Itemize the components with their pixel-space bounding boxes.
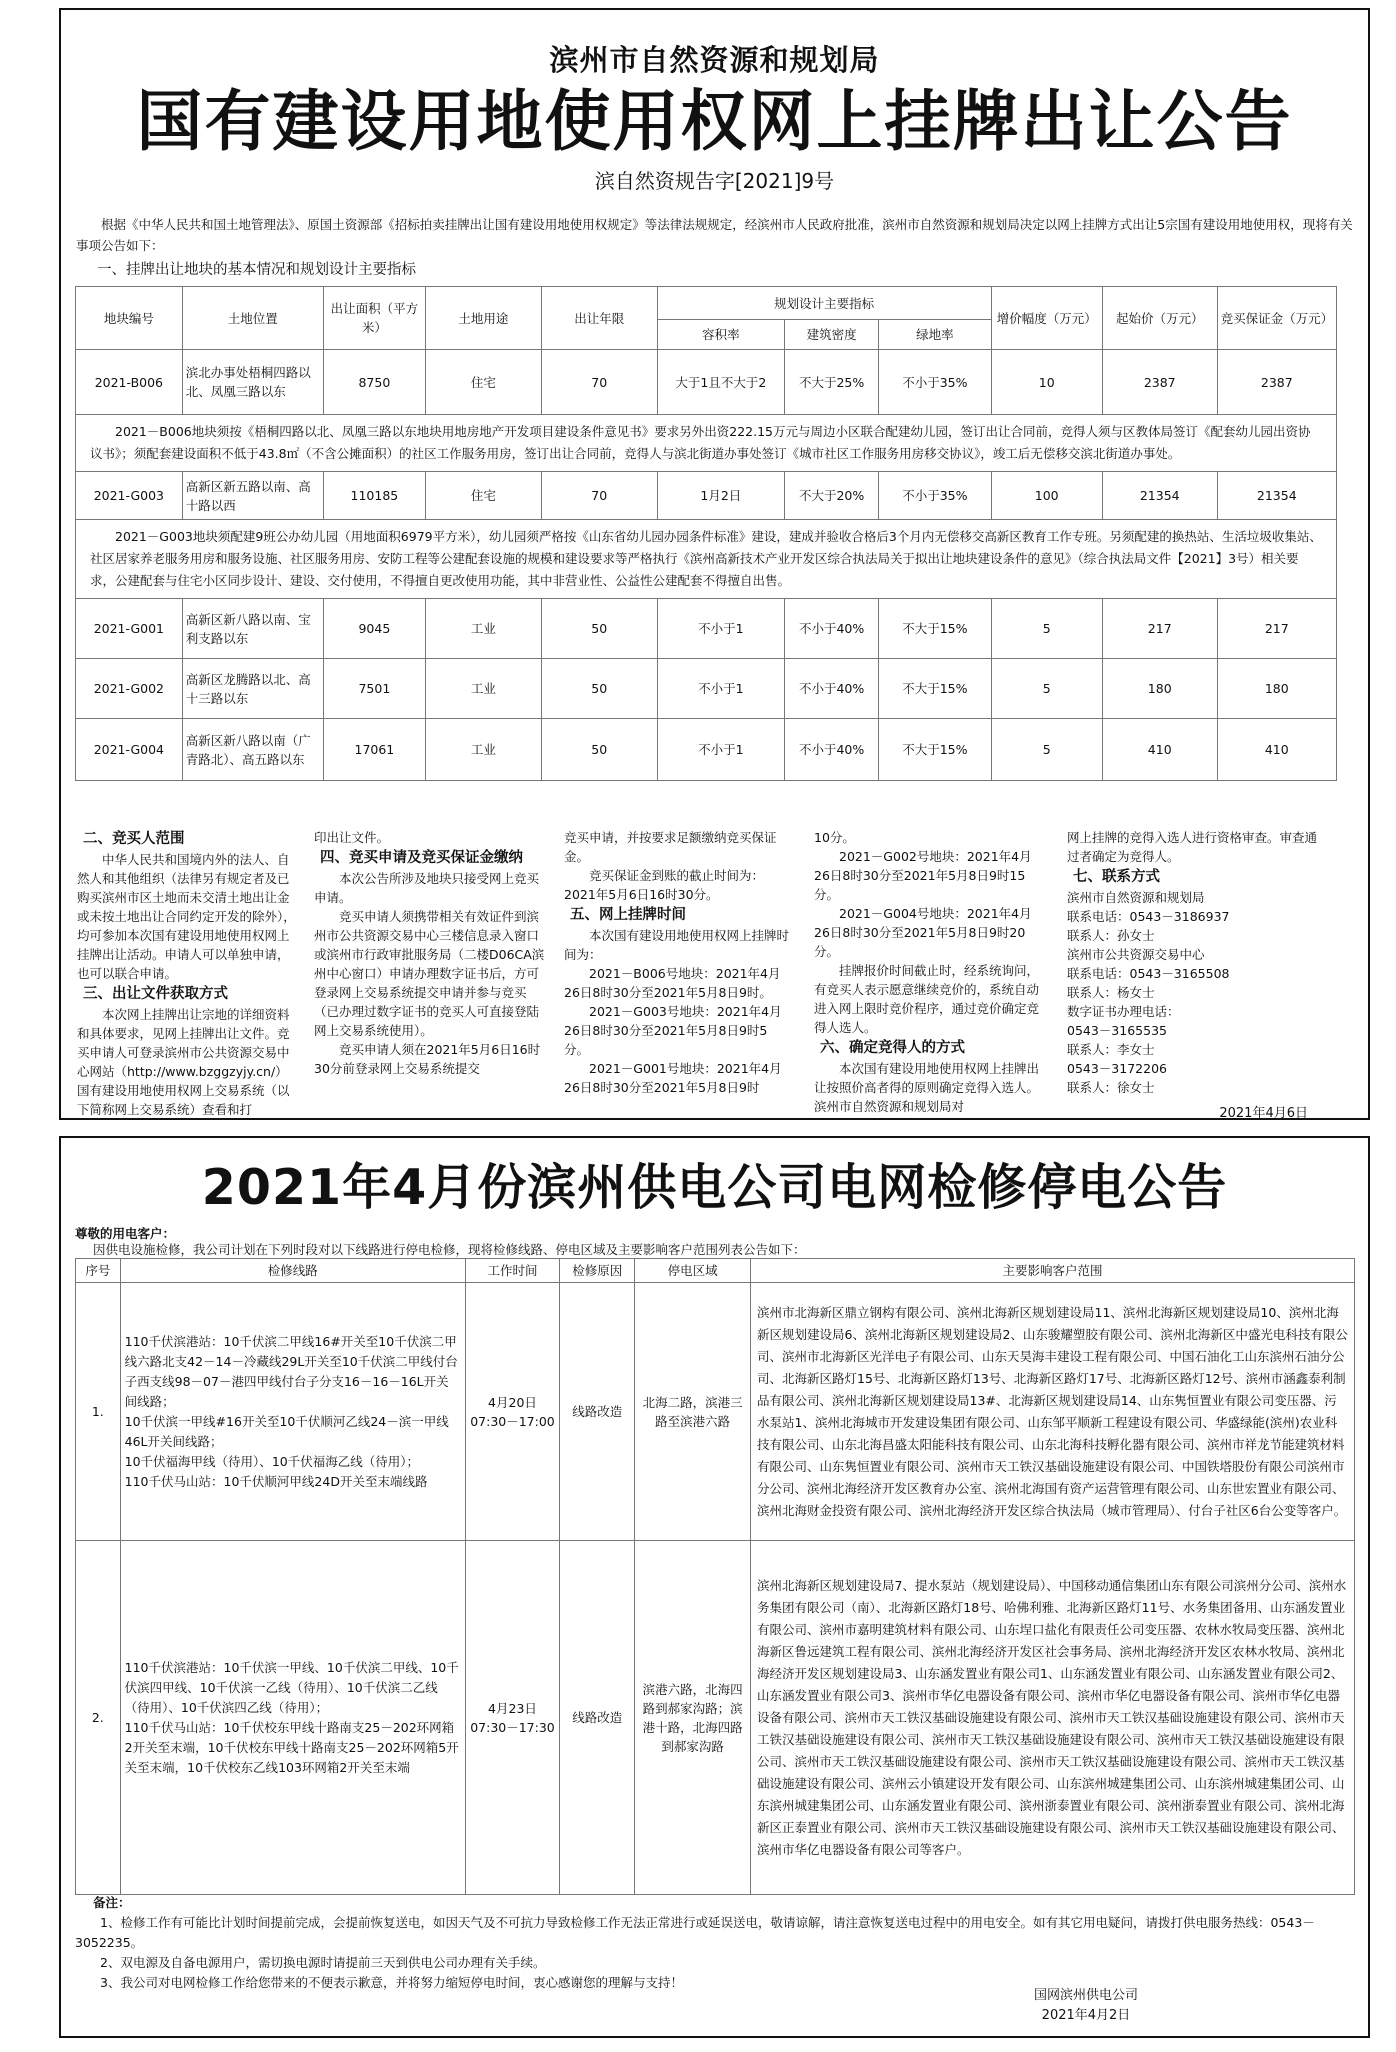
table-row: 2021-G001 高新区新八路以南、宝利支路以东 9045 工业 50 不小于1 不小于40% 不大于15% 5 217 217 bbox=[76, 599, 1337, 659]
notice-title: 国有建设用地使用权网上挂牌出让公告 bbox=[136, 83, 1293, 160]
parcel-note-b006: 2021－B006地块须按《梧桐四路以北、凤凰三路以东地块用地房地产开发项目建设条件意见书》要求另外出资222.15万元与周边小区联合配建幼儿园，签订出让合同前，竞得人须与区教体局签订《配套幼儿园出资协议书》；须配套建设面积不低于43.8㎡（不含公摊面积）的社区工作服务用房，签订出让合同前，竞得人与滨北街道办事处签订《城市社区工作服务用房移交协议》，竣工后无偿移交滨北街道办事处。 bbox=[76, 415, 1337, 472]
notes: 备注： 1、检修工作有可能比计划时间提前完成，会提前恢复送电，如因天气及不可抗力导致检修工作无法正常进行或延误送电，敬请谅解，请注意恢复送电过程中的用电安全。如有其它用电疑问，请拨打供电服务热线：0543－3052235。 2、双电源及自备电源用户，需切换电源时请提前三天到供电公司办理有关手续。 3、我公司对电网检修工作给您带来的不便表示歉意，并将努力缩短停电时间，衷心感谢您的理解与支持！ bbox=[75, 1893, 1345, 1993]
parcel-note-g003: 2021－G003地块须配建9班公办幼儿园（用地面积6979平方米），幼儿园须严格按《山东省幼儿园办园条件标准》建设，建成并验收合格后3个月内无偿移交高新区教育工作专班。另须配建的换热站、生活垃圾收集站、社区居家养老服务用房和服务设施、社区服务用房、安防工程等公建配套设施的规模和建设要求等严格执行《滨州高新技术产业开发区综合执法局关于拟出让地块建设条件的意见》（综合执法局文件【2021】3号）相关要求，公建配套与住宅小区同步设计、建设、交付使用，不得擅自更改使用功能，其中非营业性、公益性公建配套不得擅自出售。 bbox=[76, 520, 1337, 599]
header-planning: 规划设计主要指标 bbox=[657, 287, 991, 320]
column-3: 竞买申请，并按要求足额缴纳竞买保证金。 竞买保证金到账的截止时间为：2021年5月6日16时30分。 五、网上挂牌时间 本次国有建设用地使用权网上挂牌时间为： 2021－B006号地块：2021年4月26日8时30分至2021年5月8日9时。 2021－G003号地块：2021年4月26日8时30分至2021年5月8日9时5分。 2021－G001号地块：2021年4月26日8时30分至2021年5月8日9时 bbox=[564, 828, 792, 1098]
table-row: 2021-G004 高新区新八路以南（广青路北）、高五路以东 17061 工业 50 不小于1 不小于40% 不大于15% 5 410 410 bbox=[76, 719, 1337, 781]
document-number: 滨自然资规告字[2021]9号 bbox=[594, 169, 835, 193]
section-heading-6: 六、确定竞得人的方式 bbox=[820, 1040, 965, 1056]
notice-title: 2021年4月份滨州供电公司电网检修停电公告 bbox=[201, 1159, 1228, 1216]
header-reason: 检修原因 bbox=[560, 1259, 635, 1283]
section-heading-4: 四、竞买申请及竞买保证金缴纳 bbox=[320, 850, 523, 866]
column-4: 10分。 2021－G002号地块：2021年4月26日8时30分至2021年5月8日9时15分。 2021－G004号地块：2021年4月26日8时30分至2021年5月8日9时20分。 挂牌报价时间截止时，经系统询问，有竞买人表示愿意继续竞价的，系统自动进入网上限时竞价程序，通过竞价确定竞得人选人。 六、确定竞得人的方式 本次国有建设用地使用权网上挂牌出让按照价高者得的原则确定竞得入选人。滨州市自然资源和规划局对 bbox=[814, 828, 1044, 1098]
company-signature: 国网滨州供电公司 bbox=[1033, 1988, 1138, 2003]
signature-block bbox=[1034, 1986, 1138, 2026]
power-outage-notice bbox=[59, 1136, 1370, 2038]
header-area: 出让面积（平方米） bbox=[323, 287, 425, 350]
table-row: 2021-B006 滨北办事处梧桐四路以北、凤凰三路以东 8750 住宅 70 大于1且不大于2 不大于25% 不小于35% 10 2387 2387 bbox=[76, 350, 1337, 415]
notice-date: 2021年4月2日 bbox=[1041, 2008, 1131, 2023]
outage-table bbox=[75, 1258, 1355, 1895]
table-row: 2021-G003 高新区新五路以南、高十路以西 110185 住宅 70 1月2日 不大于20% 不小于35% 100 21354 21354 bbox=[76, 472, 1337, 520]
parcel-table bbox=[75, 286, 1337, 781]
section-heading-3: 三、出让文件获取方式 bbox=[83, 986, 228, 1002]
section-heading-2: 二、竞买人范围 bbox=[83, 831, 185, 847]
intro-paragraph: 因供电设施检修，我公司计划在下列时段对以下线路进行停电检修，现将检修线路、停电区域及主要影响客户范围列表公告如下： bbox=[93, 1242, 806, 1257]
header-increment: 增价幅度（万元） bbox=[991, 287, 1102, 350]
greeting: 尊敬的用电客户： bbox=[75, 1226, 176, 1241]
header-density: 建筑密度 bbox=[785, 320, 879, 350]
section-heading-1: 一、挂牌出让地块的基本情况和规划设计主要指标 bbox=[97, 262, 416, 278]
intro-paragraph: 根据《中华人民共和国土地管理法》、原国土资源部《招标拍卖挂牌出让国有建设用地使用权规定》等法律法规规定，经滨州市人民政府批准，滨州市自然资源和规划局决定以网上挂牌方式出让5宗国有建设用地使用权，现将有关事项公告如下： bbox=[76, 217, 1353, 253]
section-heading-5: 五、网上挂牌时间 bbox=[570, 907, 686, 923]
header-years: 出让年限 bbox=[541, 287, 657, 350]
column-1: 二、竞买人范围 中华人民共和国境内外的法人、自然人和其他组织（法律另有规定者及已购买滨州市区土地而未交清土地出让金或未按土地出让合同约定开发的除外），均可参加本次国有建设用地使用权网上挂牌出让活动。申请人可以单独申请，也可以联合申请。 三、出让文件获取方式 本次网上挂牌出让宗地的详细资料和具体要求，见网上挂牌出让文件。竞买申请人可登录滨州市公共资源交易中心网站（http://www.bzggzyjy.cn/）国有建设用地使用权网上交易系统（以下简称网上交易系统）查看和打 bbox=[77, 828, 299, 1098]
header-time: 工作时间 bbox=[465, 1259, 559, 1283]
header-code: 地块编号 bbox=[76, 287, 183, 350]
column-2: 印出让文件。 四、竞买申请及竞买保证金缴纳 本次公告所涉及地块只接受网上竞买申请。 竞买申请人须携带相关有效证件到滨州市公共资源交易中心三楼信息录入窗口或滨州市行政审批服务局（二楼D06CA滨州中心窗口）申请办理数字证书后，方可登录网上交易系统提交申请并参与竞买（已办理过数字证书的竞买人可直接登陆网上交易系统使用）。 竞买申请人须在2021年5月6日16时30分前登录网上交易系统提交 bbox=[314, 830, 545, 1076]
agency-name: 滨州市自然资源和规划局 bbox=[549, 43, 880, 77]
notes-title: 备注： bbox=[93, 1895, 131, 1910]
header-line: 检修线路 bbox=[120, 1259, 465, 1283]
land-auction-notice bbox=[59, 8, 1370, 1120]
header-use: 土地用途 bbox=[425, 287, 541, 350]
column-5: 网上挂牌的竞得入选人进行资格审查。审查通过者确定为竞得人。 七、联系方式 滨州市自然资源和规划局 联系电话：0543－3186937 联系人：孙女士 滨州市公共资源交易中心 联系电话：0543－3165508 联系人：杨女士 数字证书办理电话： 0543－3165535 联系人：李女士 0543－3172206 联系人：徐女士 bbox=[1067, 830, 1318, 1095]
header-scope: 主要影响客户范围 bbox=[751, 1259, 1355, 1283]
header-deposit: 竞买保证金（万元） bbox=[1217, 287, 1336, 350]
header-no: 序号 bbox=[76, 1259, 121, 1283]
table-row: 2021-G002 高新区龙腾路以北、高十三路以东 7501 工业 50 不小于1 不小于40% 不大于15% 5 180 180 bbox=[76, 659, 1337, 719]
table-row: 1. 110千伏滨港站：10千伏滨二甲线16#开关至10千伏滨二甲线六路北支42－14－冷藏线29L开关至10千伏滨二甲线付台子西支线98－07－港四甲线付台子分支16－16－16L开关间线路； 10千伏滨一甲线#16开关至10千伏顺河乙线24－滨一甲线46L开关间线路； 10千伏福海甲线（待用）、10千伏福海乙线（待用）； 110千伏马山站：10千伏顺河甲线24D开关至末端线路 4月20日 07:30－17:00 线路改造 北海二路，滨港三路至滨港六路 滨州市北海新区鼎立钢构有限公司、滨州北海新区规划建设局11、滨州北海新区规划建设局10、滨州北海新区规划建设局6、滨州北海新区规划建设局2、山东骏耀塑胶有限公司、滨州北海新区中盛光电科技有限公司、滨州市北海新区光洋电子有限公司、山东天昊海丰建设工程有限公司、中国石油化工山东滨州石油分公司、北海新区路灯15号、北海新区路灯13号、北海新区路灯17号、北海新区路灯12号、滨州市涵鑫泰利制品有限公司、滨州北海新区规划建设局13#、北海新区规划建设局14、山东隽恒置业有限公司变压器、污水泵站1、滨州北海城市开发建设集团有限公司、山东邹平顺新工程建设有限公司、华盛绿能(滨州)农业科技有限公司、山东北海昌盛太阳能科技有限公司、山东北海科技孵化器有限公司、滨州市祥龙节能建筑材料有限公司、山东隽恒置业有限公司、滨州市天工铁汉基础设施建设有限公司、中国铁塔股份有限公司滨州市分公司、滨州北海经济开发区教育办公室、滨州北海国有资产运营管理有限公司、山东世宏置业有限公司、滨州北海财金投资有限公司、滨州北海经济开发区综合执法局（城市管理局）、付台子社区6台公变等客户。 bbox=[76, 1283, 1355, 1541]
notice-date: 2021年4月6日 bbox=[1219, 1106, 1308, 1121]
header-region: 停电区域 bbox=[635, 1259, 751, 1283]
section-heading-7: 七、联系方式 bbox=[1073, 869, 1160, 885]
header-far: 容积率 bbox=[657, 320, 784, 350]
header-green: 绿地率 bbox=[879, 320, 991, 350]
header-location: 土地位置 bbox=[182, 287, 323, 350]
header-start-price: 起始价（万元） bbox=[1102, 287, 1217, 350]
table-row: 2. 110千伏滨港站：10千伏滨一甲线、10千伏滨二甲线、10千伏滨四甲线、10千伏滨一乙线（待用）、10千伏滨二乙线（待用）、10千伏滨四乙线（待用）； 110千伏马山站：10千伏校东甲线十路南支25－202环网箱2开关至末端，10千伏校东甲线十路南支25－202环网箱5开关至末端，10千伏校东乙线103环网箱2开关至末端 4月23日 07:30－17:30 线路改造 滨港六路，北海四路到郝家沟路；滨港十路，北海四路到郝家沟路 滨州北海新区规划建设局7、提水泵站（规划建设局）、中国移动通信集团山东有限公司滨州分公司、滨州水务集团有限公司（南）、北海新区路灯18号、哈佛利雅、北海新区路灯11号、水务集团备用、山东涵发置业有限公司、滨州市嘉明建筑材料有限公司、山东埕口盐化有限责任公司变压器、农林水牧局变压器、滨州北海新区鲁远建筑工程有限公司、滨州北海经济开发区社会事务局、滨州北海经济开发区农林水牧局、滨州北海经济开发区规划建设局3、山东涵发置业有限公司1、山东涵发置业有限公司、山东涵发置业有限公司2、山东涵发置业有限公司3、滨州市华亿电器设备有限公司、滨州市华亿电器设备有限公司、滨州市华亿电器设备有限公司、滨州市天工铁汉基础设施建设有限公司、滨州市天工铁汉基础设施建设有限公司、滨州市天工铁汉基础设施建设有限公司、滨州市天工铁汉基础设施建设有限公司、滨州市天工铁汉基础设施建设有限公司、滨州市天工铁汉基础设施建设有限公司、滨州市天工铁汉基础设施建设有限公司、滨州市天工铁汉基础设施建设有限公司、滨州云小镇建设开发有限公司、山东滨州城建集团公司、山东滨州城建集团公司、山东滨州城建集团公司、山东涵发置业有限公司、滨州浙泰置业有限公司、滨州浙泰置业有限公司、滨州北海新区正泰置业有限公司、滨州市天工铁汉基础设施建设有限公司、滨州市天工铁汉基础设施建设有限公司、滨州市华亿电器设备有限公司等客户。 bbox=[76, 1541, 1355, 1895]
